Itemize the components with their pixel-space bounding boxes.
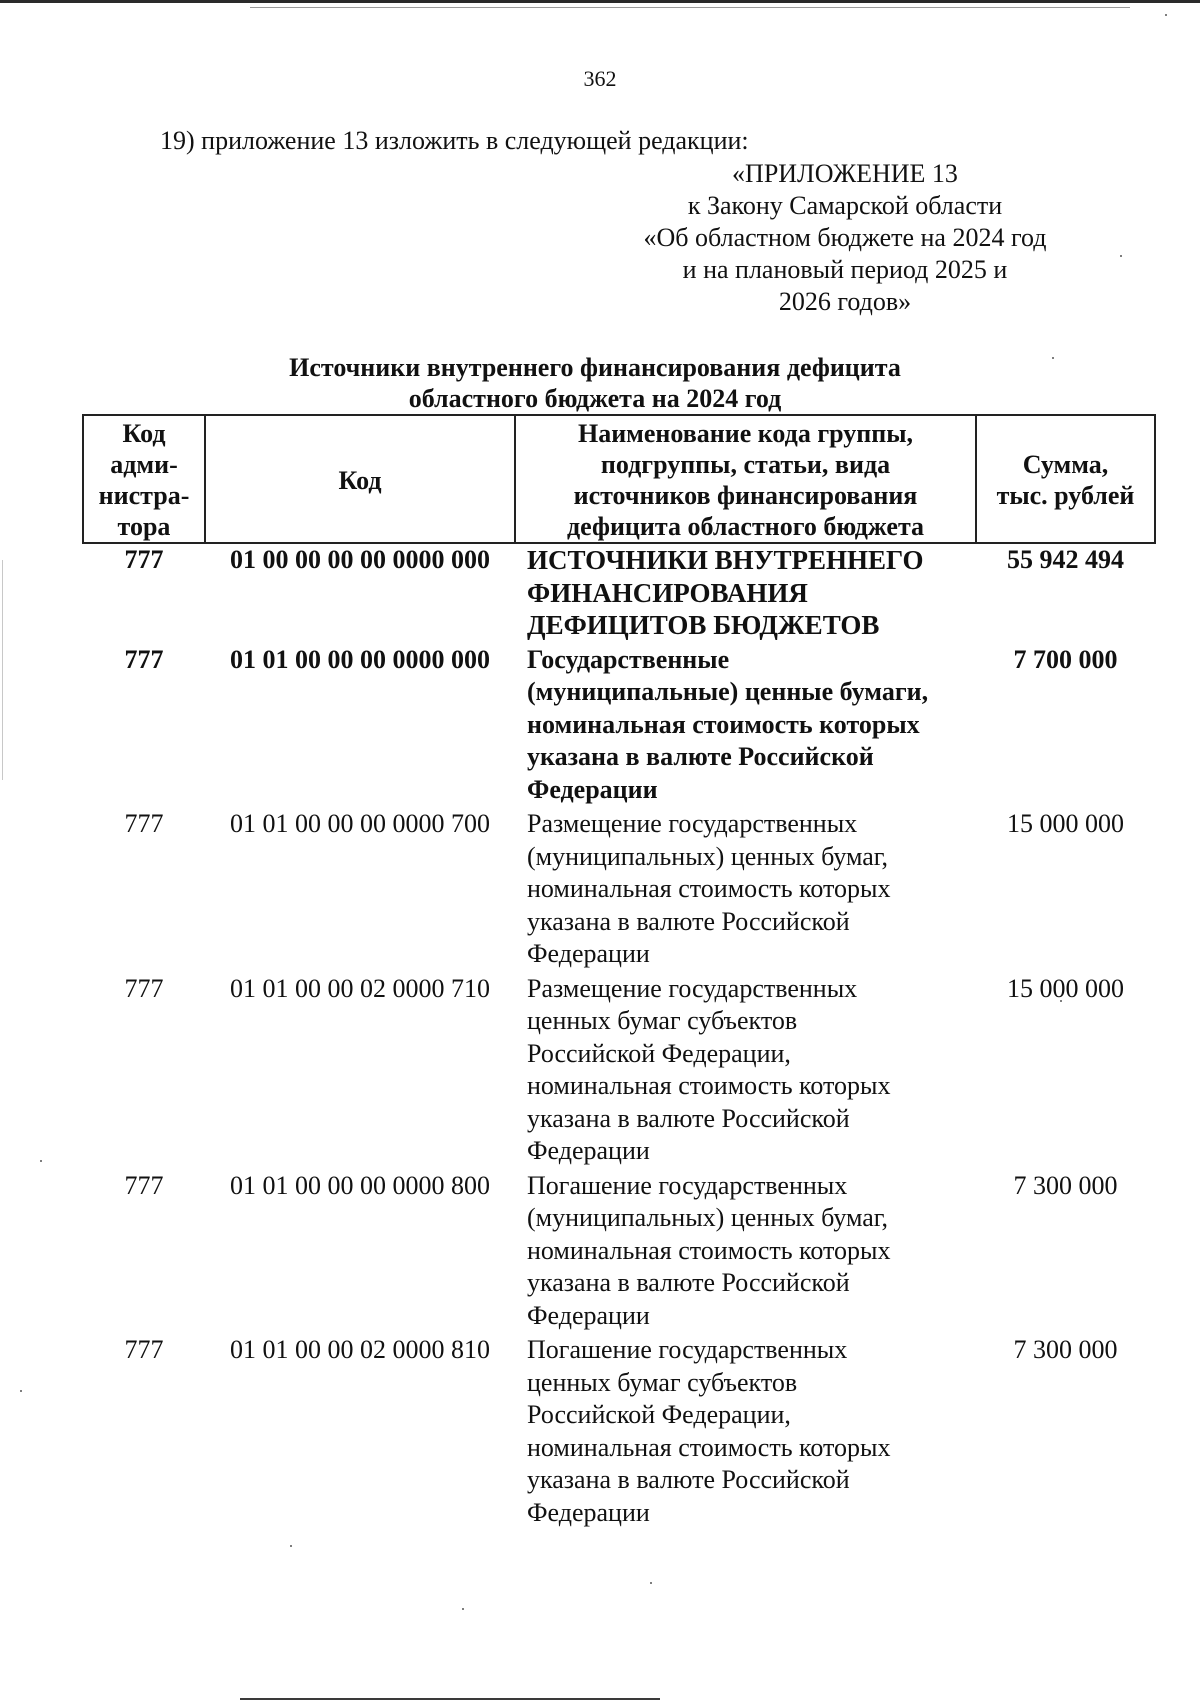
scan-speck (290, 1545, 292, 1547)
cell-name: Погашение государственных (муниципальных) ценных бумаг, номинальная стоимость которых указана в валюте Российской Федерации (527, 1170, 891, 1330)
cell-sum: 15 000 000 (1007, 973, 1124, 1003)
cell-sum: 7 700 000 (1013, 644, 1118, 674)
header-admin-code: Код адми- нистра- тора (83, 415, 205, 543)
header-code: Код (205, 415, 515, 543)
header-sum: Сумма, тыс. рублей (976, 415, 1155, 543)
cell-admin: 777 (124, 973, 164, 1003)
appendix-line: «ПРИЛОЖЕНИЕ 13 (732, 159, 958, 188)
table-row (83, 973, 1155, 1170)
cell-code: 01 00 00 00 00 0000 000 (230, 545, 490, 574)
scan-speck (40, 1160, 42, 1162)
cell-name: Размещение государственных ценных бумаг субъектов Российской Федерации, номинальная стоимость которых указана в валюте Российской Федерации (527, 973, 891, 1165)
header-name: Наименование кода группы, подгруппы, статьи, вида источников финансирования дефицита областного бюджета (515, 415, 976, 543)
cell-admin: 777 (124, 545, 164, 574)
cell-sum: 15 000 000 (1007, 809, 1124, 838)
scan-speck (20, 1390, 22, 1392)
page-number: 362 (583, 66, 617, 91)
scan-border-top (0, 0, 1200, 3)
cell-admin: 777 (124, 1170, 164, 1200)
document-title (190, 352, 1000, 414)
scan-speck (1052, 357, 1054, 359)
cell-code: 01 01 00 00 00 0000 800 (230, 1170, 490, 1200)
cell-code: 01 01 00 00 00 0000 700 (230, 809, 490, 838)
cell-sum: 7 300 000 (1013, 1170, 1118, 1200)
scan-speck (1120, 255, 1122, 257)
appendix-line: к Закону Самарской области (687, 191, 1003, 220)
appendix-line: «Об областном бюджете на 2024 год (643, 223, 1047, 252)
table-row (83, 644, 1155, 809)
scan-speck (462, 1608, 464, 1610)
scan-border-top-thin (250, 7, 1130, 8)
title-line: Источники внутреннего финансирования дефицита (289, 353, 901, 382)
table-row (83, 1170, 1155, 1335)
table-row (83, 808, 1155, 973)
scan-speck (650, 1582, 652, 1584)
cell-name: Размещение государственных (муниципальных) ценных бумаг, номинальная стоимость которых указана в валюте Российской Федерации (527, 809, 891, 968)
appendix-line: и на плановый период 2025 и (682, 255, 1008, 284)
cell-name: Государственные (муниципальные) ценные бумаги, номинальная стоимость которых указана в валюте Российской Федерации (527, 644, 929, 804)
financing-sources-table (82, 414, 1156, 1531)
cell-sum: 7 300 000 (1013, 1335, 1118, 1364)
scan-border-bottom (240, 1698, 660, 1700)
cell-name: ИСТОЧНИКИ ВНУТРЕННЕГО ФИНАНСИРОВАНИЯ ДЕФИЦИТОВ БЮДЖЕТОВ (527, 545, 924, 640)
cell-code: 01 01 00 00 02 0000 810 (230, 1335, 490, 1364)
table-row (83, 543, 1155, 644)
table-row (83, 1334, 1155, 1531)
title-line: областного бюджета на 2024 год (408, 384, 782, 413)
table-header-row (83, 415, 1155, 543)
cell-name: Погашение государственных ценных бумаг субъектов Российской Федерации, номинальная стоимость которых указана в валюте Российской Федерации (527, 1335, 891, 1527)
cell-sum: 55 942 494 (1007, 545, 1124, 574)
cell-admin: 777 (124, 1335, 164, 1364)
cell-admin: 777 (124, 644, 164, 674)
scan-edge-left (2, 560, 3, 780)
cell-admin: 777 (124, 809, 164, 838)
appendix-line: 2026 годов» (778, 287, 912, 316)
appendix-heading (600, 158, 1090, 318)
cell-code: 01 01 00 00 00 0000 000 (230, 644, 490, 674)
scan-speck (1165, 14, 1167, 16)
cell-code: 01 01 00 00 02 0000 710 (230, 973, 490, 1003)
intro-paragraph: 19) приложение 13 изложить в следующей редакции: (160, 126, 749, 155)
